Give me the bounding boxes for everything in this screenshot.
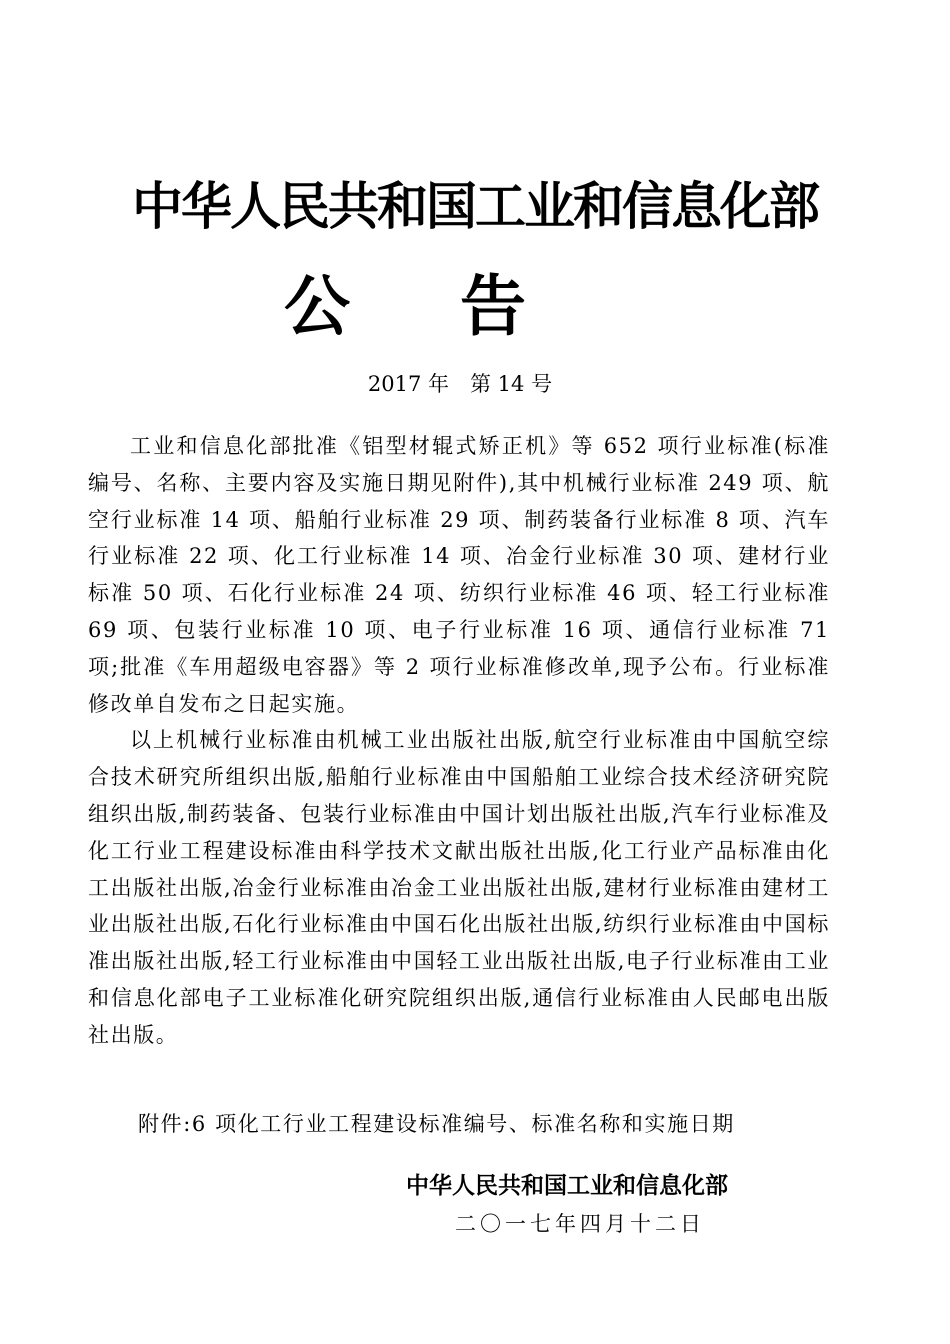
announcement-body: [88, 428, 830, 1054]
document-type-heading: 公告: [284, 268, 636, 345]
body-paragraph-1: 工业和信息化部批准《铝型材辊式矫正机》等 652 项行业标准(标准编号、名称、主要内容及实施日期见附件),其中机械行业标准 249 项、航空行业标准 14 项、船舶行业标准 29 项、制药装备行业标准 8 项、汽车行业标准 22 项、化工行业标准 14 项、冶金行业标准 30 项、建材行业标准 50 项、石化行业标准 24 项、纺织行业标准 46 项、轻工行业标准 69 项、包装行业标准 10 项、电子行业标准 16 项、通信行业标准 71 项;批准《车用超级电容器》等 2 项行业标准修改单,现予公布。行业标准修改单自发布之日起实施。: [88, 434, 830, 716]
signature-date: 二〇一七年四月十二日: [455, 1212, 705, 1236]
document-number: 2017 年 第 14 号: [367, 372, 553, 396]
body-paragraph-2: 以上机械行业标准由机械工业出版社出版,航空行业标准由中国航空综合技术研究所组织出版,船舶行业标准由中国船舶工业综合技术经济研究院组织出版,制药装备、包装行业标准由中国计划出版社出版,汽车行业标准及化工行业工程建设标准由科学技术文献出版社出版,化工行业产品标准由化工出版社出版,冶金行业标准由冶金工业出版社出版,建材行业标准由建材工业出版社出版,石化行业标准由中国石化出版社出版,纺织行业标准由中国标准出版社出版,轻工行业标准由中国轻工业出版社出版,电子行业标准由工业和信息化部电子工业标准化研究院组织出版,通信行业标准由人民邮电出版社出版。: [88, 728, 830, 1047]
signature-organization: 中华人民共和国工业和信息化部: [406, 1173, 728, 1199]
attachment-note: 附件:6 项化工行业工程建设标准编号、标准名称和实施日期: [138, 1112, 735, 1136]
issuing-organization-title: 中华人民共和国工业和信息化部: [131, 178, 818, 237]
